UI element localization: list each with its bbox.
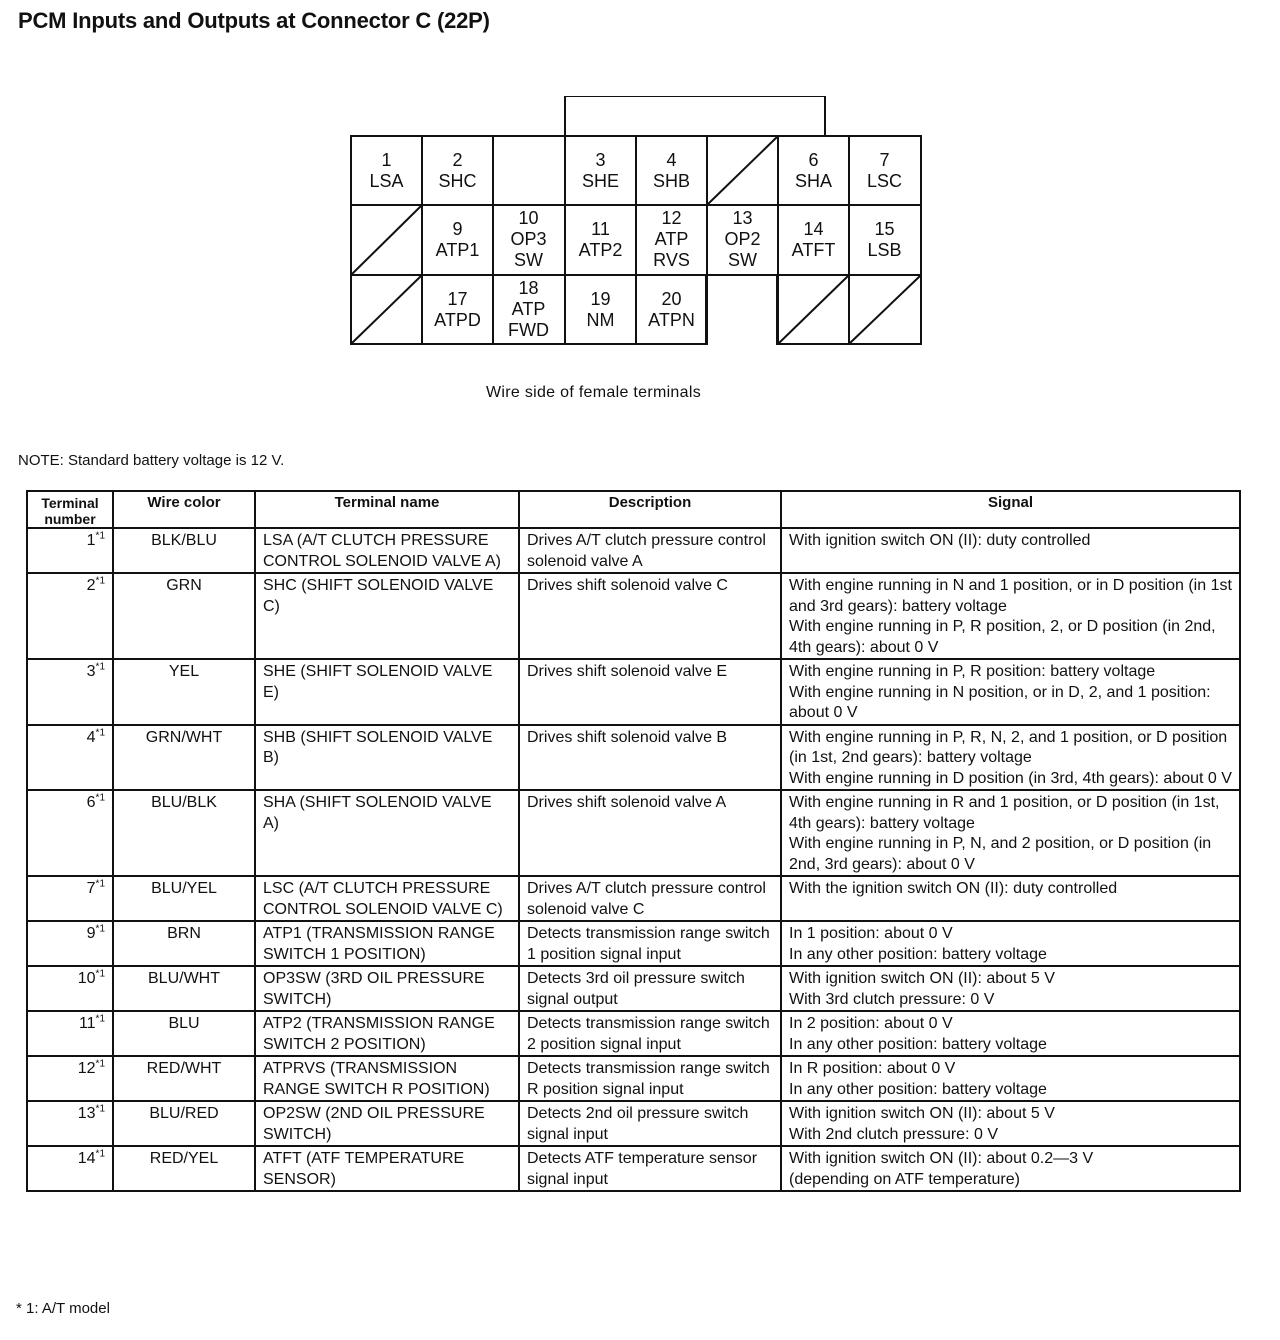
terminal-signal: LSB	[867, 239, 902, 260]
cell-wire-color	[113, 921, 255, 966]
cell-description-text: Drives shift solenoid valve C	[527, 577, 728, 594]
terminal-number: 14	[803, 218, 824, 239]
table-row	[27, 966, 1240, 1011]
cell-terminal-number	[27, 659, 113, 725]
cell-terminal-name	[255, 1146, 519, 1191]
terminal-number: 18	[518, 278, 539, 298]
cell-wire-color-text: GRN/WHT	[145, 728, 223, 746]
terminal-signal: SHE	[581, 170, 619, 191]
terminal-number: 10	[518, 208, 539, 228]
cell-description	[519, 659, 781, 725]
terminal-number: 15	[874, 218, 895, 239]
cell-terminal-name-text: ATFT (ATF TEMPERATURE SENSOR)	[263, 1150, 465, 1188]
table-row	[27, 1056, 1240, 1101]
cell-terminal-number-text: 1	[86, 532, 96, 549]
cell-signal-text: With engine running in N and 1 position, or in D position (in 1st and 3rd gears): battery voltage With engine running in P, R position, 2, or D position (in 2nd, 4th gears): about 0 V	[789, 577, 1232, 656]
cell-signal	[781, 876, 1240, 921]
cell-terminal-name-text: SHC (SHIFT SOLENOID VALVE C)	[263, 577, 494, 615]
terminal-signal: OP3 SW	[510, 229, 547, 270]
terminal-signal: ATPD	[434, 309, 481, 330]
terminal-19	[565, 275, 636, 344]
connector-diagram	[350, 96, 922, 346]
header-terminal-name: Terminal name	[255, 491, 519, 528]
connector-caption: Wire side of female terminals	[486, 384, 701, 401]
terminal-18	[493, 275, 564, 344]
cell-description-text: Drives shift solenoid valve A	[527, 794, 727, 811]
terminal-1	[351, 136, 422, 205]
cell-terminal-name-text: OP3SW (3RD OIL PRESSURE SWITCH)	[263, 970, 485, 1008]
footnote-marker: *1	[95, 661, 105, 673]
cell-wire-color	[113, 1056, 255, 1101]
cell-terminal-number	[27, 1146, 113, 1191]
cell-terminal-number-text: 12	[77, 1060, 96, 1077]
footnote-marker: *1	[95, 923, 105, 935]
cell-terminal-name	[255, 790, 519, 876]
header-terminal-number: Terminal number	[27, 491, 113, 528]
cell-signal	[781, 966, 1240, 1011]
terminal-signal: SHA	[794, 170, 832, 191]
terminal-signal: ATP RVS	[653, 229, 690, 270]
table-header-row	[27, 491, 1240, 528]
terminal-number: 6	[808, 149, 819, 170]
cell-terminal-number-text: 4	[86, 728, 96, 746]
cell-description	[519, 528, 781, 573]
table-row	[27, 876, 1240, 921]
terminal-20	[636, 275, 707, 344]
footnote-marker: *1	[95, 1148, 105, 1160]
terminal-13	[707, 205, 778, 274]
cell-signal	[781, 1146, 1240, 1191]
cell-wire-color-text: BLK/BLU	[151, 532, 217, 549]
voltage-note: NOTE: Standard battery voltage is 12 V.	[18, 452, 285, 469]
cell-wire-color-text: GRN	[166, 577, 202, 594]
cell-terminal-name	[255, 659, 519, 725]
cell-terminal-name	[255, 1056, 519, 1101]
footnote: * 1: A/T model	[16, 1300, 110, 1317]
terminal-number: 3	[595, 149, 606, 170]
terminal-number: 9	[452, 218, 463, 239]
cell-terminal-name-text: SHA (SHIFT SOLENOID VALVE A)	[263, 794, 492, 832]
cell-wire-color-text: BLU/WHT	[148, 970, 220, 987]
terminal-signal: SHB	[652, 170, 690, 191]
header-wire-color: Wire color	[113, 491, 255, 528]
cell-wire-color	[113, 790, 255, 876]
terminal-12	[636, 205, 707, 274]
cell-signal	[781, 659, 1240, 725]
terminal-11	[565, 205, 636, 274]
cell-wire-color	[113, 876, 255, 921]
terminal-number: 11	[591, 218, 610, 239]
terminal-4	[636, 136, 707, 205]
cell-description	[519, 966, 781, 1011]
table-body	[27, 528, 1240, 1191]
cell-terminal-number	[27, 573, 113, 659]
cell-description	[519, 1101, 781, 1146]
table-row	[27, 528, 1240, 573]
cell-terminal-number-text: 11	[78, 1015, 96, 1032]
table-row	[27, 1011, 1240, 1056]
cell-wire-color-text: BLU/BLK	[151, 794, 217, 811]
terminal-10	[493, 205, 564, 274]
cell-description	[519, 725, 781, 791]
footnote-marker: *1	[95, 792, 105, 804]
terminal-number: 7	[879, 149, 890, 170]
footnote-marker: *1	[95, 1103, 105, 1115]
cell-signal-text: In 2 position: about 0 V In any other position: battery voltage	[789, 1015, 1047, 1053]
footnote-marker: *1	[95, 727, 105, 739]
cell-terminal-name	[255, 1011, 519, 1056]
cell-signal-text: In 1 position: about 0 V In any other position: battery voltage	[789, 925, 1047, 963]
terminal-7	[849, 136, 920, 205]
cell-signal	[781, 921, 1240, 966]
footnote-marker: *1	[95, 878, 105, 890]
cell-wire-color-text: RED/WHT	[146, 1060, 222, 1077]
cell-terminal-name-text: ATPRVS (TRANSMISSION RANGE SWITCH R POSITION)	[263, 1060, 490, 1098]
cell-terminal-number	[27, 921, 113, 966]
cell-wire-color	[113, 966, 255, 1011]
cell-wire-color	[113, 725, 255, 791]
cell-terminal-number-text: 7	[86, 880, 96, 897]
cell-terminal-name-text: OP2SW (2ND OIL PRESSURE SWITCH)	[263, 1105, 485, 1143]
terminal-signal: SHC	[438, 170, 477, 191]
cell-description	[519, 790, 781, 876]
table-row	[27, 1101, 1240, 1146]
cell-description-text: Detects transmission range switch 2 position signal input	[527, 1015, 770, 1053]
cell-wire-color	[113, 528, 255, 573]
terminal-6	[778, 136, 849, 205]
cell-signal	[781, 790, 1240, 876]
cell-terminal-name-text: LSA (A/T CLUTCH PRESSURE CONTROL SOLENOID VALVE A)	[263, 532, 501, 570]
cell-signal	[781, 573, 1240, 659]
footnote-marker: *1	[95, 575, 105, 587]
header-signal: Signal	[781, 491, 1240, 528]
terminal-number: 2	[452, 149, 463, 170]
cell-terminal-name	[255, 573, 519, 659]
table-row	[27, 573, 1240, 659]
cell-signal-text: With ignition switch ON (II): about 5 V With 3rd clutch pressure: 0 V	[789, 970, 1055, 1008]
cell-terminal-name-text: LSC (A/T CLUTCH PRESSURE CONTROL SOLENOID VALVE C)	[263, 880, 503, 918]
cell-description-text: Detects 3rd oil pressure switch signal output	[527, 970, 745, 1008]
cell-wire-color	[113, 1101, 255, 1146]
cell-description	[519, 573, 781, 659]
cell-terminal-number	[27, 1011, 113, 1056]
cell-signal-text: With engine running in R and 1 position, or D position (in 1st, 4th gears): battery voltage With engine running in P, N, and 2 position, or D position (in 2nd, 3rd gears): about 0 V	[789, 794, 1220, 873]
cell-description-text: Detects 2nd oil pressure switch signal input	[527, 1105, 749, 1143]
terminal-signal: ATP FWD	[508, 299, 549, 340]
cell-wire-color	[113, 659, 255, 725]
table-row	[27, 790, 1240, 876]
terminal-14	[778, 205, 849, 274]
cell-signal-text: With ignition switch ON (II): duty controlled	[789, 532, 1091, 549]
cell-description-text: Detects transmission range switch R position signal input	[527, 1060, 770, 1098]
cell-signal-text: With engine running in P, R, N, 2, and 1 position, or D position (in 1st, 2nd gears): battery voltage With engine running in D position (in 3rd, 4th gears): about 0 V	[789, 728, 1232, 787]
cell-description-text: Drives shift solenoid valve E	[527, 663, 728, 680]
terminal-signal: LSC	[866, 170, 902, 191]
cell-wire-color-text: BRN	[167, 925, 201, 942]
terminal-2	[422, 136, 493, 205]
cell-wire-color	[113, 1146, 255, 1191]
cell-signal-text: With ignition switch ON (II): about 5 V With 2nd clutch pressure: 0 V	[789, 1105, 1055, 1143]
header-description: Description	[519, 491, 781, 528]
cell-description	[519, 876, 781, 921]
cell-terminal-number-text: 2	[86, 577, 96, 594]
terminal-3	[565, 136, 636, 205]
cell-terminal-name-text: ATP1 (TRANSMISSION RANGE SWITCH 1 POSITION)	[263, 925, 495, 963]
terminal-9	[422, 205, 493, 274]
cell-terminal-name	[255, 921, 519, 966]
terminal-signal: OP2 SW	[724, 229, 761, 270]
cell-terminal-number-text: 10	[77, 970, 96, 987]
cell-wire-color-text: YEL	[168, 663, 200, 680]
footnote-marker: *1	[95, 1058, 105, 1070]
cell-terminal-number	[27, 528, 113, 573]
cell-terminal-number	[27, 725, 113, 791]
cell-wire-color	[113, 1011, 255, 1056]
cell-wire-color-text: RED/YEL	[149, 1150, 219, 1167]
cell-terminal-number-text: 13	[77, 1105, 96, 1122]
terminal-signal: ATP1	[435, 239, 480, 260]
terminal-number: 4	[666, 149, 677, 170]
cell-signal	[781, 1101, 1240, 1146]
terminal-signal: ATP2	[578, 239, 623, 260]
cell-description-text: Detects ATF temperature sensor signal input	[527, 1150, 758, 1188]
cell-terminal-number-text: 3	[86, 663, 96, 680]
cell-terminal-name-text: SHE (SHIFT SOLENOID VALVE E)	[263, 663, 493, 701]
cell-terminal-number-text: 6	[86, 794, 96, 811]
cell-signal	[781, 725, 1240, 791]
cell-terminal-number	[27, 790, 113, 876]
cell-description-text: Drives A/T clutch pressure control solenoid valve C	[527, 880, 766, 918]
footnote-marker: *1	[95, 968, 105, 980]
terminal-17	[422, 275, 493, 344]
cell-terminal-name	[255, 876, 519, 921]
terminal-number: 1	[381, 149, 392, 170]
cell-terminal-number-text: 9	[86, 925, 96, 942]
page-title: PCM Inputs and Outputs at Connector C (22P)	[18, 8, 490, 33]
terminal-signal: ATPN	[648, 309, 695, 330]
cell-signal	[781, 528, 1240, 573]
cell-wire-color-text: BLU	[168, 1015, 200, 1032]
cell-terminal-number-text: 14	[77, 1150, 96, 1167]
cell-description-text: Drives A/T clutch pressure control solenoid valve A	[527, 532, 766, 570]
footnote-marker: *1	[95, 1013, 105, 1025]
cell-signal-text: With engine running in P, R position: battery voltage With engine running in N position, or in D, 2, and 1 position: about 0 V	[789, 663, 1211, 721]
table-row	[27, 659, 1240, 725]
terminal-number: 17	[447, 288, 468, 309]
cell-terminal-number	[27, 966, 113, 1011]
cell-signal-text: With ignition switch ON (II): about 0.2—3 V (depending on ATF temperature)	[789, 1150, 1094, 1188]
cell-terminal-name	[255, 966, 519, 1011]
cell-wire-color-text: BLU/RED	[149, 1105, 219, 1122]
table-row	[27, 725, 1240, 791]
terminal-number: 12	[661, 208, 682, 228]
cell-description	[519, 1146, 781, 1191]
terminal-number: 19	[590, 288, 611, 309]
cell-wire-color	[113, 573, 255, 659]
cell-terminal-number	[27, 876, 113, 921]
cell-signal	[781, 1011, 1240, 1056]
cell-terminal-name-text: ATP2 (TRANSMISSION RANGE SWITCH 2 POSITION)	[263, 1015, 495, 1053]
terminal-signal: NM	[586, 309, 615, 330]
footnote-marker: *1	[95, 530, 105, 542]
io-table	[26, 490, 1241, 1192]
cell-terminal-name-text: SHB (SHIFT SOLENOID VALVE B)	[263, 728, 493, 766]
cell-terminal-number	[27, 1056, 113, 1101]
cell-terminal-name	[255, 1101, 519, 1146]
terminal-signal: LSA	[369, 170, 404, 191]
cell-terminal-number	[27, 1101, 113, 1146]
cell-description-text: Drives shift solenoid valve B	[527, 728, 728, 746]
cell-description	[519, 1011, 781, 1056]
table-row	[27, 1146, 1240, 1191]
cell-wire-color-text: BLU/YEL	[151, 880, 217, 897]
cell-terminal-name	[255, 725, 519, 791]
cell-signal-text: With the ignition switch ON (II): duty controlled	[789, 880, 1118, 897]
cell-terminal-name	[255, 528, 519, 573]
terminal-signal: ATFT	[791, 239, 836, 260]
terminal-15	[849, 205, 920, 274]
cell-signal	[781, 1056, 1240, 1101]
cell-signal-text: In R position: about 0 V In any other position: battery voltage	[789, 1060, 1047, 1098]
terminal-number: 13	[732, 208, 753, 228]
cell-description	[519, 1056, 781, 1101]
cell-description-text: Detects transmission range switch 1 position signal input	[527, 925, 770, 963]
cell-description	[519, 921, 781, 966]
terminal-number: 20	[661, 288, 682, 309]
table-row	[27, 921, 1240, 966]
